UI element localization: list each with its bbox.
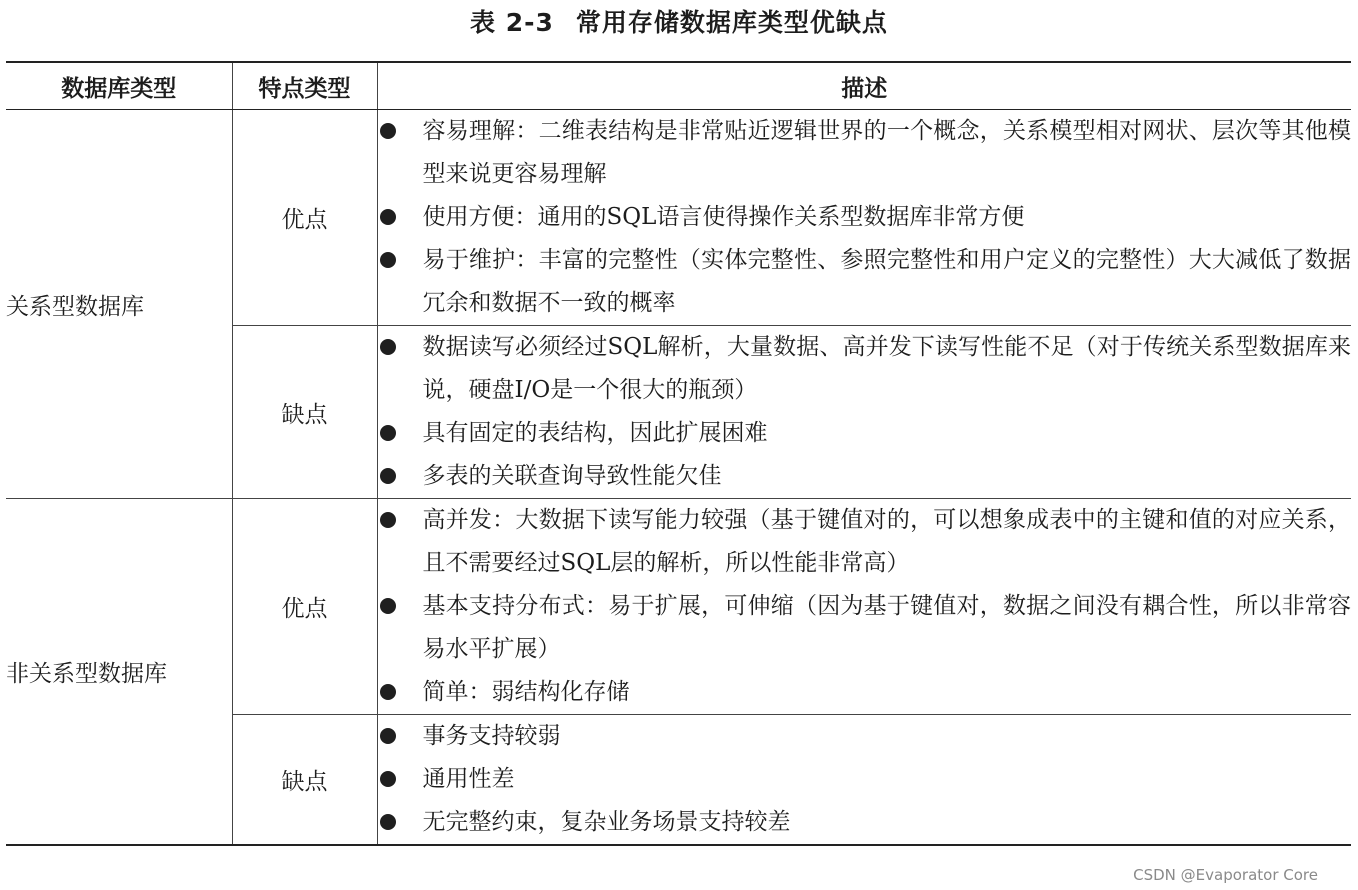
bullet-text: 多表的关联查询导致性能欠佳: [422, 463, 722, 489]
bullet-item: [378, 412, 1352, 455]
feature-type-cell: 优点: [232, 110, 377, 326]
bullet-item: [378, 455, 1352, 498]
header-description: 描述: [377, 62, 1351, 110]
feature-type-cell: 缺点: [232, 326, 377, 499]
header-db-type: 数据库类型: [6, 62, 232, 110]
db-type-cell-nonrelational: 非关系型数据库: [6, 499, 232, 846]
bullet-item: [378, 499, 1352, 585]
bullet-item: [378, 326, 1352, 412]
bullet-text: 事务支持较弱: [422, 723, 561, 749]
bullet-text: 具有固定的表结构，因此扩展困难: [422, 420, 768, 446]
description-cell: [377, 110, 1351, 326]
bullet-dot-icon: [380, 425, 396, 441]
bullet-item: [378, 239, 1352, 325]
bullet-list: [378, 715, 1352, 844]
bullet-list: [378, 110, 1352, 325]
table-header-row: [6, 62, 1351, 110]
bullet-dot-icon: [380, 771, 396, 787]
bullet-dot-icon: [380, 598, 396, 614]
description-cell: [377, 326, 1351, 499]
bullet-text: 使用方便：通用的SQL语言使得操作关系型数据库非常方便: [422, 204, 1025, 230]
feature-type-cell: 优点: [232, 499, 377, 715]
bullet-item: [378, 196, 1352, 239]
bullet-dot-icon: [380, 339, 396, 355]
bullet-dot-icon: [380, 468, 396, 484]
table-number: 表 2-3: [470, 8, 554, 37]
table-caption: [0, 0, 1358, 50]
header-feature-type: 特点类型: [232, 62, 377, 110]
bullet-text: 基本支持分布式：易于扩展，可伸缩（因为基于键值对，数据之间没有耦合性，所以非常容易水平扩展）: [422, 593, 1351, 662]
bullet-text: 无完整约束，复杂业务场景支持较差: [422, 809, 791, 835]
db-type-cell-relational: 关系型数据库: [6, 110, 232, 499]
bullet-list: [378, 499, 1352, 714]
bullet-dot-icon: [380, 512, 396, 528]
bullet-text: 高并发：大数据下读写能力较强（基于键值对的，可以想象成表中的主键和值的对应关系，且不需要经过SQL层的解析，所以性能非常高）: [422, 507, 1351, 576]
bullet-dot-icon: [380, 728, 396, 744]
bullet-list: [378, 326, 1352, 498]
bullet-text: 易于维护：丰富的完整性（实体完整性、参照完整性和用户定义的完整性）大大减低了数据冗余和数据不一致的概率: [422, 247, 1351, 316]
bullet-item: [378, 758, 1352, 801]
bullet-text: 通用性差: [422, 766, 515, 792]
watermark: CSDN @Evaporator Core: [1133, 866, 1318, 884]
bullet-dot-icon: [380, 123, 396, 139]
bullet-dot-icon: [380, 684, 396, 700]
bullet-text: 简单：弱结构化存储: [422, 679, 630, 705]
bullet-dot-icon: [380, 209, 396, 225]
bullet-text: 容易理解：二维表结构是非常贴近逻辑世界的一个概念，关系模型相对网状、层次等其他模型来说更容易理解: [422, 118, 1351, 187]
table-row: [6, 499, 1351, 715]
bullet-dot-icon: [380, 252, 396, 268]
comparison-table: [6, 61, 1351, 846]
table-row: [6, 110, 1351, 326]
bullet-item: [378, 801, 1352, 844]
bullet-item: [378, 715, 1352, 758]
bullet-dot-icon: [380, 814, 396, 830]
table-title: 常用存储数据库类型优缺点: [575, 8, 888, 37]
bullet-text: 数据读写必须经过SQL解析，大量数据、高并发下读写性能不足（对于传统关系型数据库来说，硬盘I/O是一个很大的瓶颈）: [422, 334, 1351, 403]
bullet-item: [378, 671, 1352, 714]
bullet-item: [378, 585, 1352, 671]
description-cell: [377, 499, 1351, 715]
description-cell: [377, 715, 1351, 846]
feature-type-cell: 缺点: [232, 715, 377, 846]
bullet-item: [378, 110, 1352, 196]
